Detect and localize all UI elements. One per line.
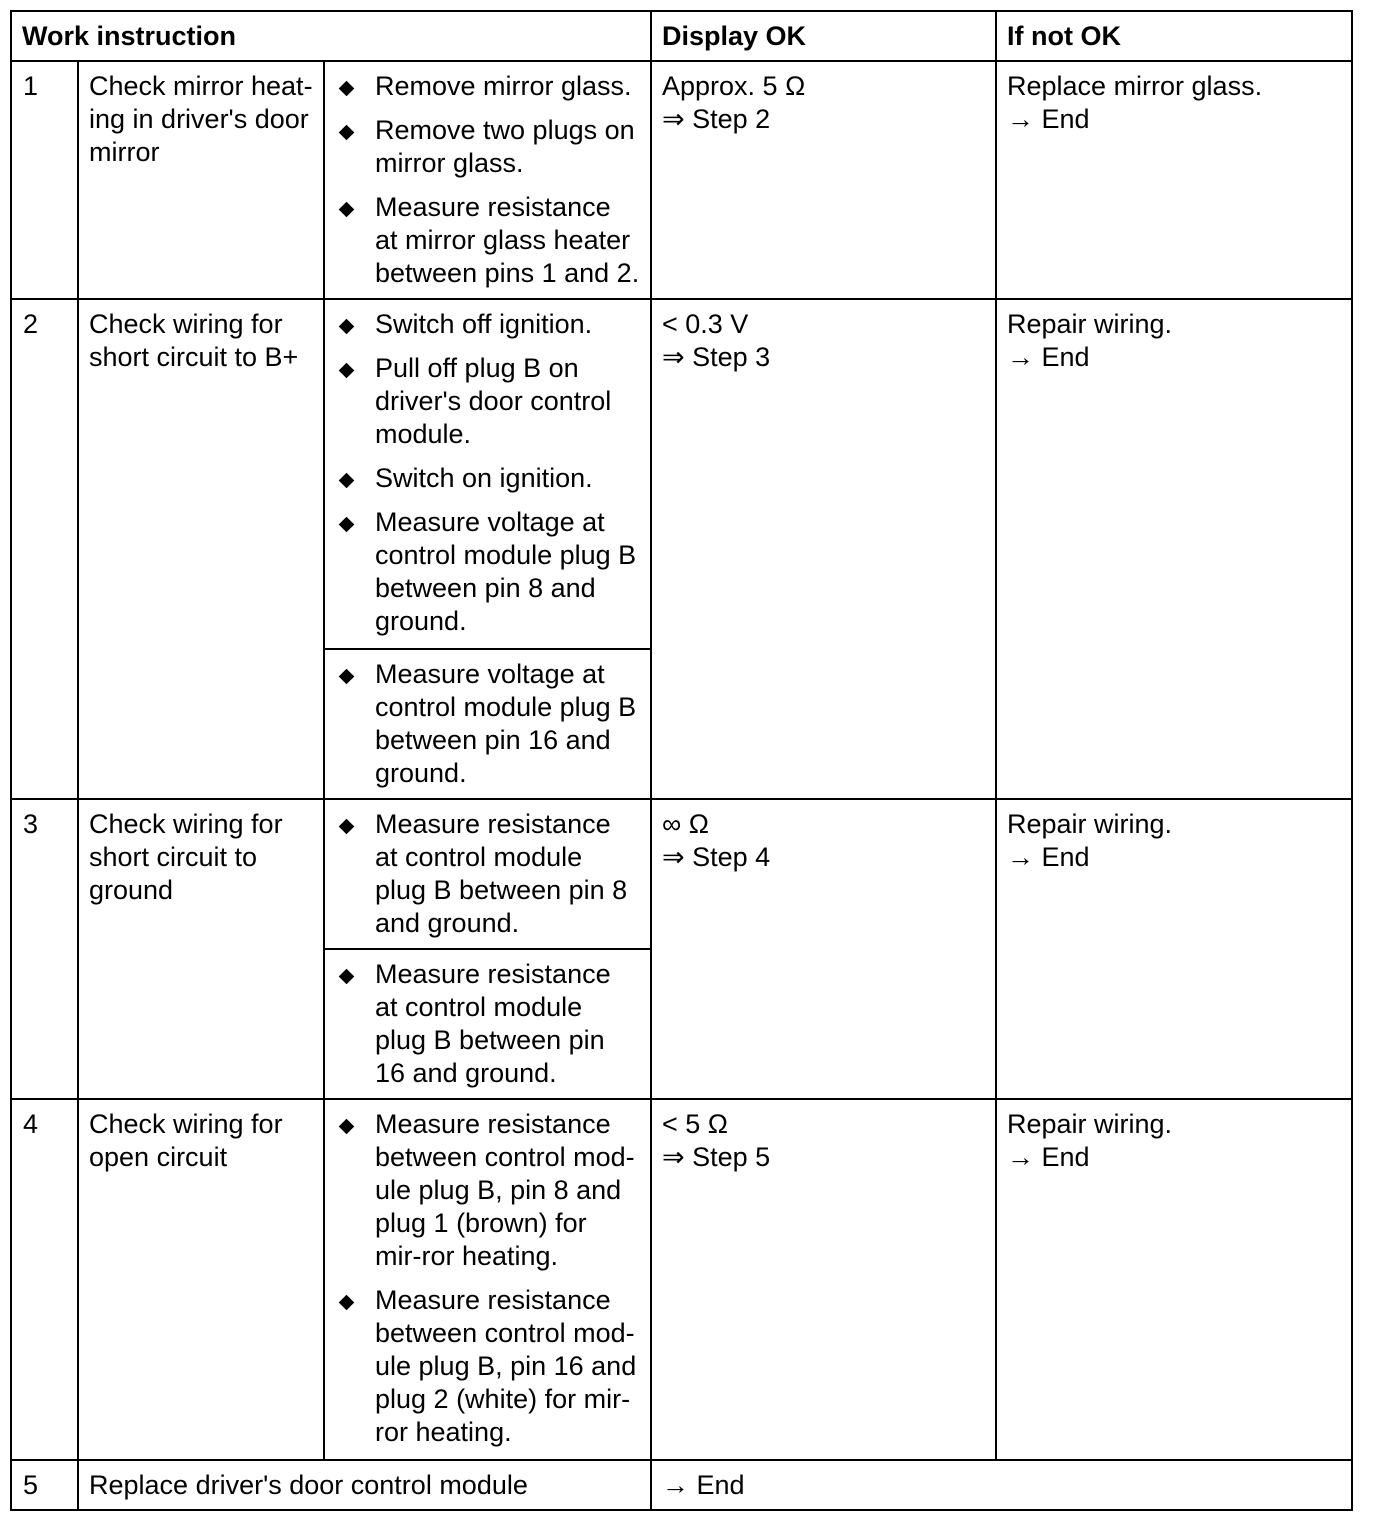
list-item	[335, 191, 640, 290]
list-item	[335, 308, 640, 341]
list-item-text: Measure resistance at control module plug B between pin 16 and ground.	[375, 959, 611, 1088]
list-item	[335, 70, 640, 103]
list-item-text: Measure resistance between control mod-ule plug B, pin 8 and plug 1 (brown) for mir-ror heating.	[375, 1109, 635, 1271]
bullet-group	[324, 649, 651, 799]
list-item-text: Measure resistance at mirror glass heater between pins 1 and 2.	[375, 192, 640, 288]
work-instruction-table	[10, 10, 1353, 1511]
step-number: 5	[11, 1460, 78, 1510]
display-ok-cell	[651, 799, 996, 1099]
diamond-bullet-icon	[339, 517, 355, 533]
bullet-group	[324, 949, 651, 1099]
not-ok-next-step: → End	[1007, 104, 1090, 134]
if-not-ok-cell	[996, 1099, 1352, 1460]
table-row	[11, 1099, 1352, 1460]
ok-next-step: ⇒ Step 4	[662, 842, 771, 872]
diamond-bullet-icon	[339, 202, 355, 218]
bullet-group	[324, 799, 651, 949]
diamond-bullet-icon	[339, 473, 355, 489]
table-row	[11, 299, 1352, 649]
list-item-text: Remove two plugs on mirror glass.	[375, 115, 635, 178]
list-item	[335, 114, 640, 180]
if-not-ok-cell	[996, 799, 1352, 1099]
check-description: Check wiring for short circuit to ground	[78, 799, 324, 1099]
bullet-group	[324, 1099, 651, 1460]
diamond-bullet-icon	[339, 669, 355, 685]
list-item-text: Measure voltage at control module plug B between pin 16 and ground.	[375, 659, 637, 788]
not-ok-action: Replace mirror glass.	[1007, 71, 1263, 101]
list-item-text: Measure voltage at control module plug B between pin 8 and ground.	[375, 507, 637, 636]
display-ok-cell	[651, 299, 996, 799]
not-ok-action: Repair wiring.	[1007, 1109, 1173, 1139]
not-ok-next-step: → End	[1007, 1142, 1090, 1172]
list-item-text: Measure resistance at control module plug B between pin 8 and ground.	[375, 809, 628, 938]
table-row	[11, 799, 1352, 949]
diamond-bullet-icon	[339, 1295, 355, 1311]
list-item	[335, 958, 640, 1090]
list-item	[335, 658, 640, 790]
ok-value: ∞ Ω	[662, 809, 709, 839]
not-ok-action: Repair wiring.	[1007, 809, 1173, 839]
diamond-bullet-icon	[339, 81, 355, 97]
step-number: 2	[11, 299, 78, 799]
header-display-ok: Display OK	[651, 11, 996, 61]
list-item-text: Measure resistance between control mod-ule plug B, pin 16 and plug 2 (white) for mir-ror heating.	[375, 1285, 637, 1447]
final-instruction: Replace driver's door control module	[78, 1460, 651, 1510]
not-ok-next-step: → End	[1007, 342, 1090, 372]
if-not-ok-cell	[996, 299, 1352, 799]
ok-value: Approx. 5 Ω	[662, 71, 806, 101]
not-ok-next-step: → End	[1007, 842, 1090, 872]
list-item-text: Switch on ignition.	[375, 463, 593, 493]
table-row	[11, 61, 1352, 299]
ok-next-step: ⇒ Step 2	[662, 104, 771, 134]
step-number: 3	[11, 799, 78, 1099]
ok-next-step: ⇒ Step 5	[662, 1142, 771, 1172]
list-item	[335, 352, 640, 451]
if-not-ok-cell	[996, 61, 1352, 299]
list-item	[335, 506, 640, 638]
final-result: → End	[651, 1460, 1352, 1510]
check-description: Check wiring for open circuit	[78, 1099, 324, 1460]
diamond-bullet-icon	[339, 1119, 355, 1135]
list-item	[335, 462, 640, 495]
diamond-bullet-icon	[339, 125, 355, 141]
step-number: 4	[11, 1099, 78, 1460]
check-description: Check wiring for short circuit to B+	[78, 299, 324, 799]
list-item-text: Remove mirror glass.	[375, 71, 632, 101]
display-ok-cell	[651, 61, 996, 299]
ok-value: < 0.3 V	[662, 309, 749, 339]
ok-next-step: ⇒ Step 3	[662, 342, 771, 372]
list-item-text: Switch off ignition.	[375, 309, 593, 339]
diamond-bullet-icon	[339, 969, 355, 985]
table-row-final	[11, 1460, 1352, 1510]
bullet-group	[324, 61, 651, 299]
list-item	[335, 1284, 640, 1449]
list-item-text: Pull off plug B on driver's door control module.	[375, 353, 612, 449]
header-work-instruction: Work instruction	[11, 11, 651, 61]
check-description: Check mirror heat-ing in driver's door mirror	[78, 61, 324, 299]
ok-value: < 5 Ω	[662, 1109, 728, 1139]
display-ok-cell	[651, 1099, 996, 1460]
bullet-group	[324, 299, 651, 649]
table-header-row	[11, 11, 1352, 61]
diamond-bullet-icon	[339, 319, 355, 335]
list-item	[335, 808, 640, 940]
not-ok-action: Repair wiring.	[1007, 309, 1173, 339]
list-item	[335, 1108, 640, 1273]
step-number: 1	[11, 61, 78, 299]
header-if-not-ok: If not OK	[996, 11, 1352, 61]
diamond-bullet-icon	[339, 819, 355, 835]
diamond-bullet-icon	[339, 363, 355, 379]
